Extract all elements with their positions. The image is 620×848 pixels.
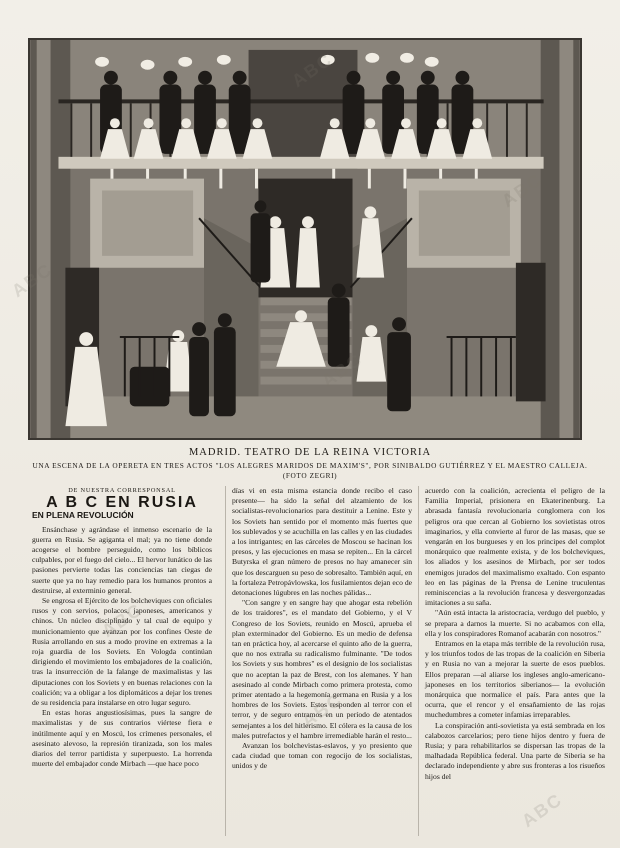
paragraph: En estas horas angustiosísimas, pues la sangre de maximalistas y de sus contrarios viértese fiera e inútilmente aquí y en Moscú, los crímenes personales, el asesinato alevoso, la represión tiranizada, son los males diarios del terror partidista y superpuesto. La horrenda muerte del embajador conde Mirbach —que hace poco <box>32 708 212 769</box>
abc-watermark: ABC <box>98 598 147 642</box>
article-subhead: EN PLENA REVOLUCIÓN <box>32 510 134 521</box>
abc-watermark: ABC <box>298 688 347 732</box>
photo-caption-line-1: UNA ESCENA DE LA OPERETA EN TRES ACTOS "LOS ALEGRES MARIDOS DE MAXIM'S", POR SINIBALDO GUTIÉRREZ Y EL MAESTRO CALLEJA. <box>32 461 588 470</box>
paragraph: La conspiración anti-sovietista ya está sembrada en los calabozos carcelarios; pero tiene hijos dentro y fuera de Rusia; y para rehabilitarlos se dispersan las tropas de la malhadada República federal. Una parte de Siberia se ha declarado independiente y abre sus fronteras a los risueños hijos del <box>425 720 605 781</box>
article-column-2 <box>225 486 412 836</box>
theatre-photograph <box>28 38 582 440</box>
photo-caption-subtitle <box>20 461 600 481</box>
correspondent-label: DE NUESTRA CORRESPONSAL <box>68 487 176 494</box>
article-headline: A B C EN RUSIA <box>46 494 198 512</box>
abc-watermark: ABC <box>518 788 567 832</box>
paragraph: Avanzan los bolchevistas-eslavos, y yo presiento que cada ciudad que toman con regocijo de los socialistas, unidos y de <box>232 741 412 771</box>
photo-caption-title: MADRID. TEATRO DE LA REINA VICTORIA <box>188 447 432 458</box>
paragraph: Entramos en la etapa más terrible de la revolución rusa, y los triunfos todos de las tropas de la coalición en Siberia y en Rusia no van a mejorar la suerte de esos pueblos. Ellos preparan —al aliarse los ingleses anglo-americano-japoneses en los territorios siberianos— la evolución monárquica que normalice el país. Para antes que la ocurra, que el rencor y el ensañamiento de las rojas muchedumbres a cometer infamias irreparables. <box>425 639 605 720</box>
paragraph: días vi en esta misma estancia donde recibo el caso presente— ha sido la señal del alzamiento de los socialistas-revolucionarios para destituir a Lenine. Este y los Soviets han sentido por el momento más fuertes que los sublevados y se acuchilla en las calles y en las ciudades a los intrigantes; en las cárceles de Moscou se hacinan los presos, y las ejecuciones en masa se repiten... En la cárcel Butyrska el gran número de presos no hay amanecer sin que los descarguen su peso de sobresalto. También aquí, en la fortaleza Petropávlowska, los fusilamientos dejan eco de detonaciones lúgubres en las noches pálidas... <box>232 486 412 598</box>
paragraph: "Con sangre y en sangre hay que ahogar esta rebelión de los traidores", es el mandato del Gobierno, y el V Congreso de los Soviets, reunido en Moscú, aprueba el plan exterminador del Gobierno. Es un medio de defensa tan en práctica hoy, al acercarse el quinto año de la guerra, que no nos extraña su radicalismo fulminante. "De todos los Soviets y sus hombres" es el designio de los socialistas que no aceptan la paz de Brest, con los alemanes. Y han asesinado al conde Mirbach como primera protesta, como primer atentado a la hegemonía germana en Rusia y a los hombres de los Soviets. Estos responden al terror con el terror, y de seguro entramos en un período de atentados semejantes a los del hitlerismo. El cólera es la causa de los males putrefactos y el hambre irremediable harán el resto... <box>232 598 412 740</box>
article-column-3 <box>418 486 605 836</box>
article-column-1 <box>32 486 212 836</box>
paragraph: "Aún está intacta la aristocracia, verdugo del pueblo, y se prepara a darnos la muerte. Si no acabamos con ella, ella y los conspiradores Romanof acabarán con nosotros." <box>425 608 605 638</box>
photo-credit: (FOTO ZEGRI) <box>282 471 338 480</box>
paragraph: Se engrosa el Ejército de los bolcheviques con oficiales rusos y con servios, polacos, japoneses, americanos y chinos. Un núcleo disciplinado y tal cual de equipo y municionamiento que avanzan por los confines Oeste de Rusia arrollando en sus a modo provine en extremas a la roja guardia de los Soviets. En Vologda continúan dirigiendo el movimiento los embajadores de la coalición, tras la insurrección de la falange de maximalistas y las diputaciones con los Soviets y en buenas relaciones con la coalición; va a obligar a los diplomáticos a dejar los trenes de su residencia para instalarse en otro lugar seguro. <box>32 596 212 708</box>
paragraph: acuerdo con la coalición, acrecienta el peligro de la Familia Imperial, prisionera en Ekaterinenburg. La abrasada fantasía revolucionaria conglomera con los peligros ora que cercan al Gobierno los sovietistas otros imaginarios, y ella convierte al furor de las masas, que se vengarán en los burgueses y en los principes del complot monárquico que realmente exista, y de los bolcheviques, los aliados y los asesinos de Mirbach, por ser todos enemigos jurados del maximalismo exaltado. Con espanto leo en las páginas de la Prensa de Lenine truculentas reminiscencias a la revolución francesa y desvergonzadas imitaciones a su saña. <box>425 486 605 608</box>
paragraph: Ensánchase y agrándase el inmenso escenario de la guerra en Rusia. Se agiganta el mal; ya no tiene donde acogerse el hombre perseguido, como los bíblicos culpables, por el fuego del cielo... El hervor lunático de las pasiones pervierte todas las conciencias tan ciegas de suerte que ya no hay remedio para los humanos prontos a destruirse, al exterminio general. <box>32 524 212 595</box>
stage-scene-illustration <box>30 40 580 438</box>
